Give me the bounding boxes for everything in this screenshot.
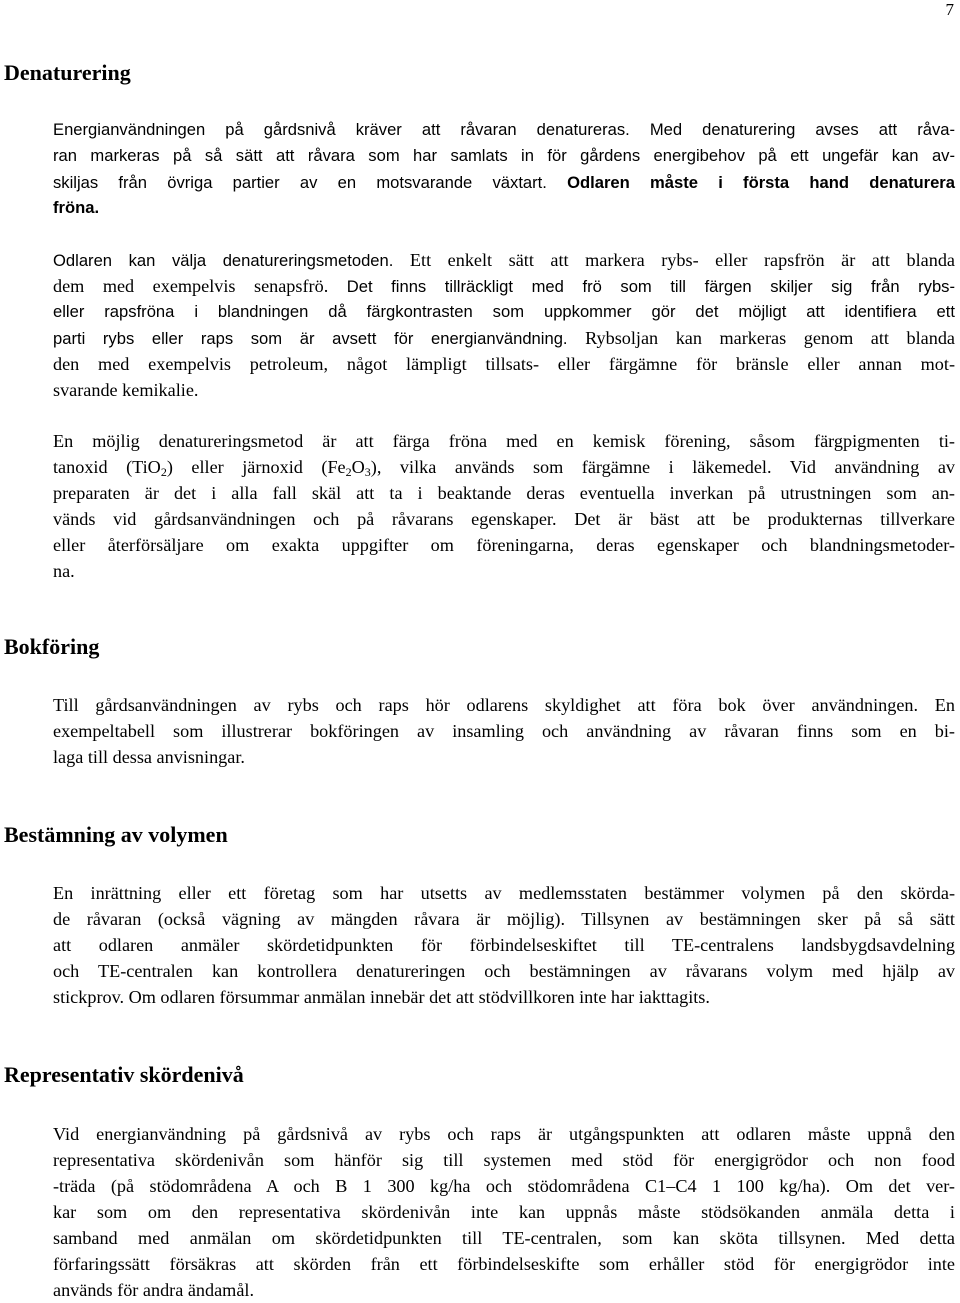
subscript: 3	[364, 465, 371, 479]
text-line: att odlaren anmäler skördetidpunkten för förbindelseskiftet till TE-centralens landsbygdsavdelning	[53, 935, 955, 955]
paragraph-denaturering-1	[53, 117, 955, 221]
text-line: ran markeras på så sätt att råvara som har samlats in för gårdens energibehov på ett ungefär kan av-	[53, 146, 955, 165]
text-line: Energianvändningen på gårdsnivå kräver att råvaran denatureras. Med denaturering avses att råva-	[53, 120, 955, 139]
emphasis-text: fröna.	[53, 198, 100, 217]
text-line: förfaringssätt försäkras att skörden från ett förbindelseskifte som erhåller stöd för energigrödor inte	[53, 1254, 955, 1274]
paragraph-denaturering-2	[53, 247, 955, 403]
subscript: 2	[160, 465, 167, 479]
text-line: representativa skördenivån som hänför sig till systemen med stöd för energigrödor och non food	[53, 1150, 955, 1170]
text-line-with-formulas	[53, 454, 955, 480]
text-line: preparaten är det i alla fall skäl att ta i beaktande deras eventuella inverkan på utrustningen som an-	[53, 483, 955, 503]
paragraph-skordeniva	[53, 1121, 955, 1303]
text-line: eller återförsäljare om exakta uppgifter om föreningarna, deras egenskaper och blandningsmetoder-	[53, 535, 955, 555]
text-line: -träda (på stödområdena A och B 1 300 kg/ha och stödområdena C1–C4 1 100 kg/ha). Om det ver-	[53, 1176, 955, 1196]
text-line	[53, 169, 955, 195]
paragraph-denaturering-3	[53, 428, 955, 584]
page-number: 7	[945, 0, 954, 19]
section-heading-skordeniva: Representativ skördenivå	[4, 1062, 244, 1087]
text-line: stickprov. Om odlaren försummar anmälan innebär det att stödvillkoren inte har iakttagits.	[53, 987, 710, 1007]
text-line: Till gårdsanvändningen av rybs och raps hör odlarens skyldighet att föra bok över användningen. En	[53, 695, 955, 715]
paragraph-volymen	[53, 880, 955, 1010]
section-heading-volymen: Bestämning av volymen	[4, 822, 228, 847]
text-run: parti rybs eller raps som är avsett för energianvändning.	[53, 329, 568, 348]
text-run: Odlaren kan välja denatureringsmetoden.	[53, 251, 394, 270]
emphasis-text: Odlaren måste i första hand denaturera	[567, 173, 955, 192]
text-line: En möjlig denatureringsmetod är att färga fröna med en kemisk förening, såsom färgpigmenten ti-	[53, 431, 955, 451]
text-line: Vid energianvändning på gårdsnivå av rybs och raps är utgångspunkten att odlaren måste uppnå den	[53, 1124, 955, 1144]
text-line: exempeltabell som illustrerar bokföringen av insamling och användning av råvaran finns som en bi-	[53, 721, 955, 741]
text-line: den med exempelvis petroleum, något lämpligt tillsats- eller färgämne för bränsle eller annan mot-	[53, 354, 955, 374]
text-line: na.	[53, 561, 75, 581]
paragraph-bokforing	[53, 692, 955, 770]
text-run: dem med exempelvis senapsfrö.	[53, 276, 329, 296]
text-line: kar som om den representativa skördenivån inte kan uppnås måste stödsökanden anmäla detta i	[53, 1202, 955, 1222]
text-line	[53, 273, 955, 299]
text-line	[53, 325, 955, 351]
text-line	[53, 247, 955, 273]
text-run: skiljas från övriga partier av en motsvarande växtart.	[53, 173, 547, 192]
text-line: används för andra ändamål.	[53, 1280, 254, 1300]
text-run: ) eller järnoxid (Fe	[166, 457, 346, 477]
text-run: tanoxid (TiO	[53, 457, 161, 477]
text-line: laga till dessa anvisningar.	[53, 747, 245, 767]
subscript: 2	[345, 465, 352, 479]
text-run: O	[351, 457, 365, 477]
text-line: svarande kemikalie.	[53, 380, 199, 400]
text-line: de råvaran (också vägning av mängden råvara är möjlig). Tillsynen av bestämningen sker på så sätt	[53, 909, 955, 929]
text-line: eller rapsfröna i blandningen då färgkontrasten som uppkommer gör det möjligt att identifiera ett	[53, 302, 955, 321]
text-line: samband med anmälan om skördetidpunkten till TE-centralen, som kan sköta tillsynen. Med detta	[53, 1228, 955, 1248]
text-run: Rybsoljan kan markeras genom att blanda	[585, 328, 956, 348]
section-heading-denaturering: Denaturering	[4, 60, 131, 85]
text-line: vänds vid gårdsanvändningen och på råvarans egenskaper. Det är bäst att be produkternas tillverkare	[53, 509, 955, 529]
text-run: ), vilka används som färgämne i läkemedel. Vid användning av	[370, 457, 956, 477]
text-run: Ett enkelt sätt att markera rybs- eller rapsfrön är att blanda	[409, 250, 955, 270]
text-line: En inrättning eller ett företag som har utsetts av medlemsstaten bestämmer volymen på den skörda-	[53, 883, 955, 903]
section-heading-bokforing: Bokföring	[4, 634, 100, 659]
text-line: och TE-centralen kan kontrollera denatureringen och bestämningen av råvarans volym med hjälp av	[53, 961, 955, 981]
text-run: Det finns tillräckligt med frö som till färgen skiljer sig från rybs-	[346, 277, 956, 296]
